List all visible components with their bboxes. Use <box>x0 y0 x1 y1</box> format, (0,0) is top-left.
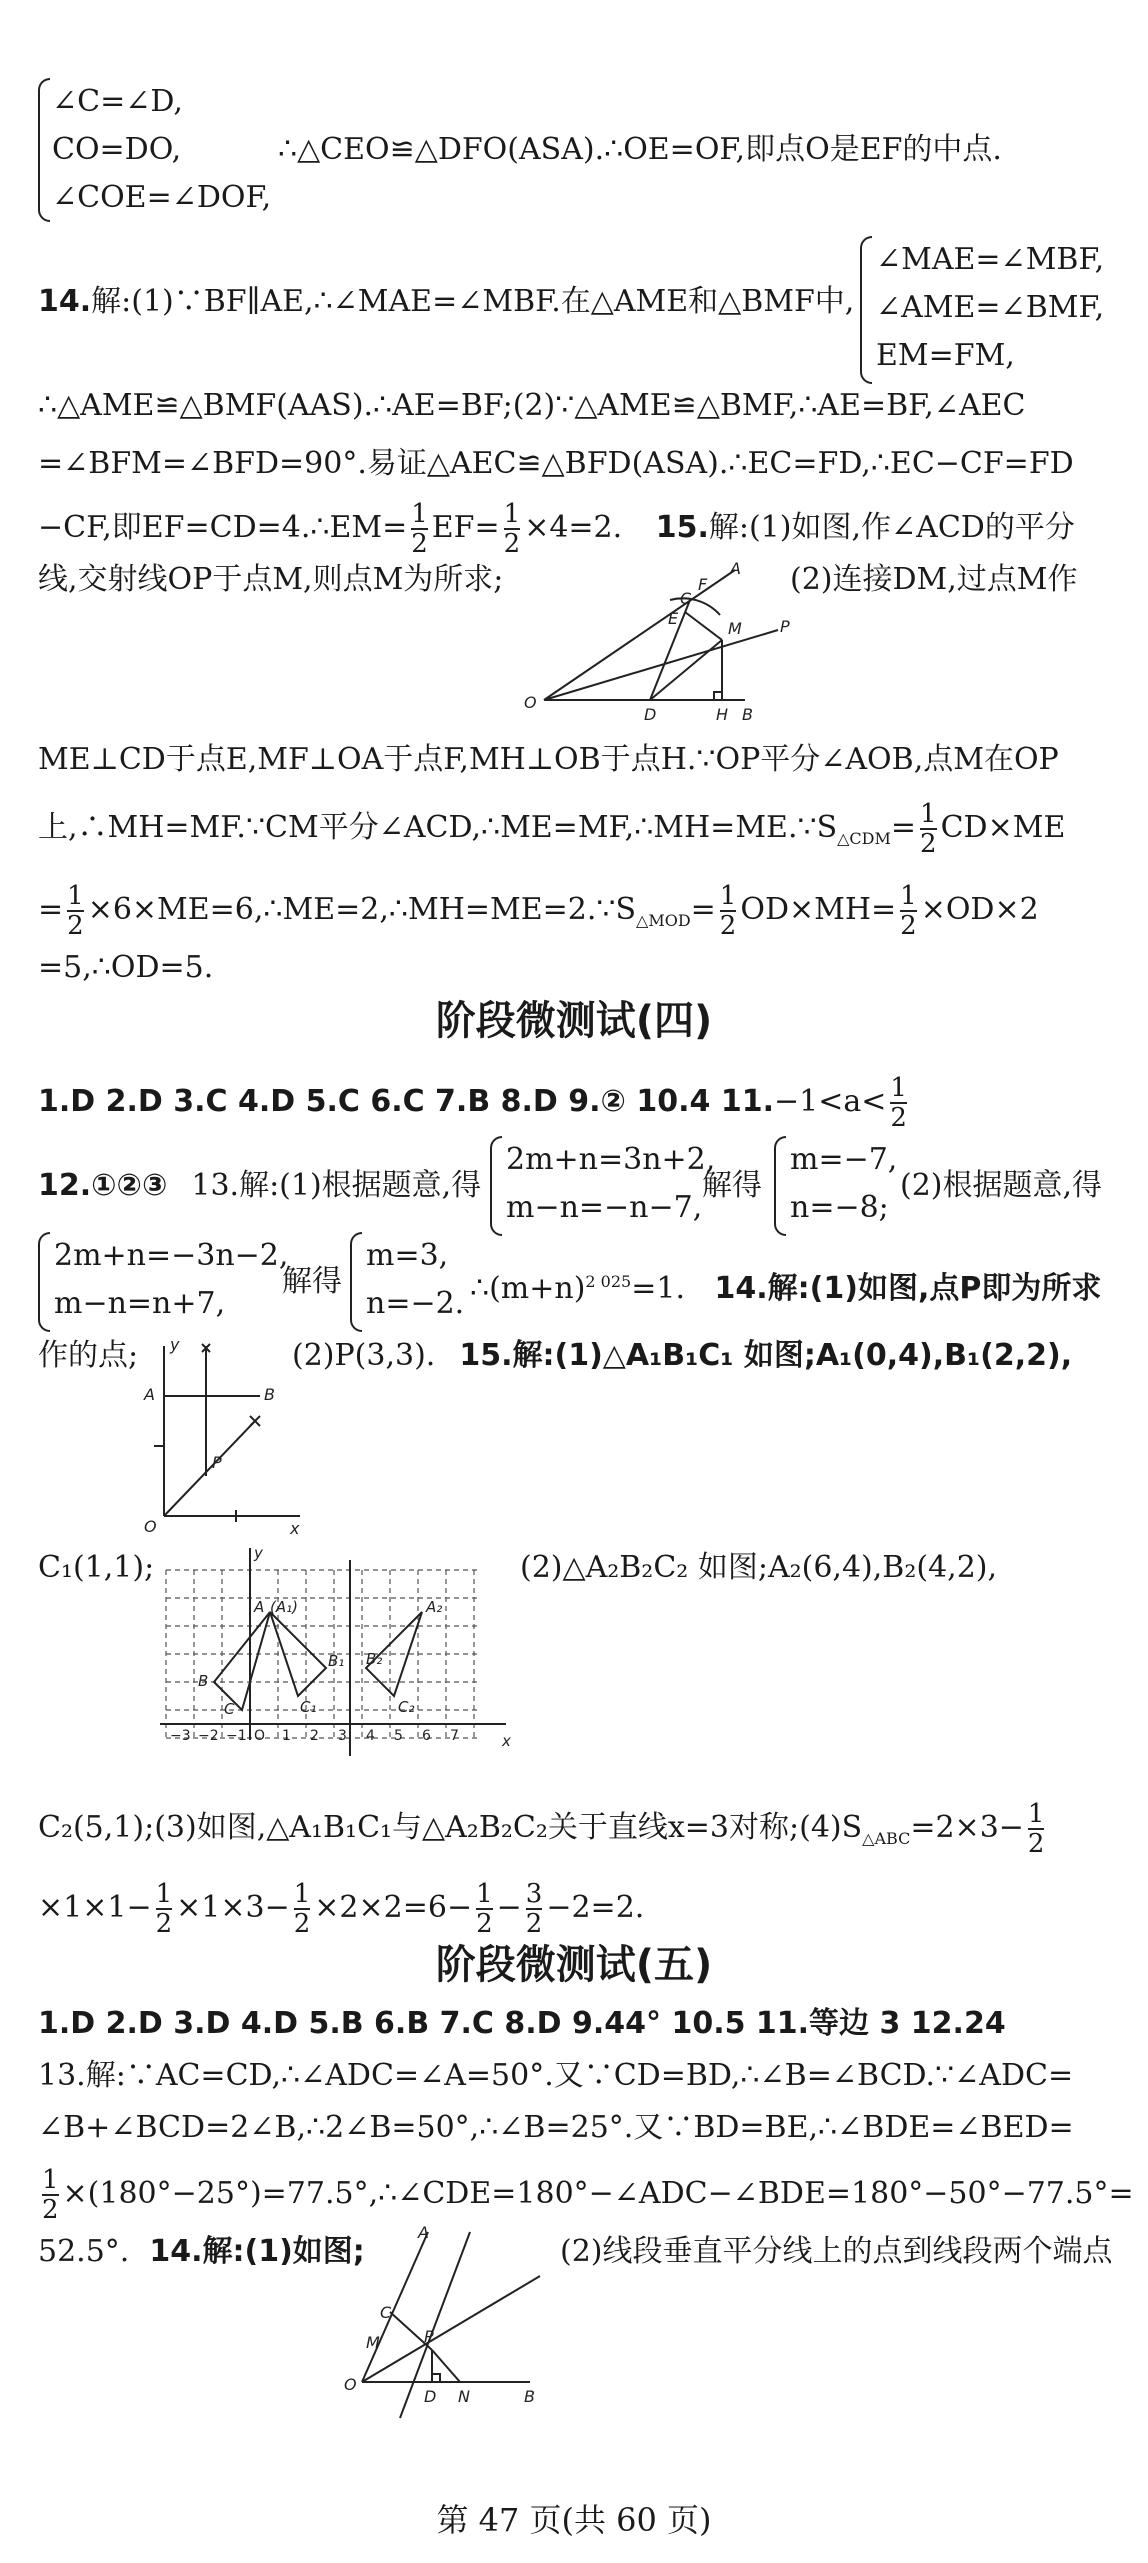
equation-system <box>790 1136 897 1232</box>
text: ×4=2. <box>524 510 623 545</box>
fraction <box>476 1880 493 1938</box>
point-label: A <box>144 1385 155 1404</box>
numerator: 1 <box>890 1073 907 1103</box>
text: EF= <box>431 510 500 545</box>
page-footer: 第 47 页(共 60 页) <box>436 2501 712 2539</box>
fraction <box>504 500 521 558</box>
point-label: M <box>366 2333 380 2352</box>
point-label: B <box>742 705 753 724</box>
denominator: 2 <box>155 1909 173 1939</box>
denominator: 2 <box>719 911 737 941</box>
text-line: ∴△CEO≌△DFO(ASA).∴OE=OF,即点O是EF的中点. <box>278 132 1002 167</box>
brace <box>38 78 50 222</box>
axis-label: x <box>502 1732 511 1750</box>
point-label: A <box>730 560 741 578</box>
fraction <box>156 1880 173 1938</box>
system-line: ∠COE=∠DOF, <box>52 180 272 215</box>
tick-label: 6 <box>422 1728 431 1744</box>
numerator: 1 <box>411 499 428 529</box>
system-line: ∠AME=∠BMF, <box>876 290 1105 325</box>
perpendicular-bisector-figure <box>320 2222 560 2422</box>
equation-system <box>366 1232 464 1328</box>
denominator: 2 <box>920 829 937 859</box>
text: −CF,即EF=CD=4.∴EM= <box>38 510 408 545</box>
denominator: 2 <box>42 2195 59 2225</box>
numerator: 1 <box>920 799 937 829</box>
text-line: =5,∴OD=5. <box>38 950 214 985</box>
fraction <box>526 1880 543 1938</box>
text-line <box>292 1336 1118 1376</box>
fraction <box>890 1074 907 1132</box>
text: − <box>496 1890 522 1925</box>
text: ×6×ME=6,∴ME=2,∴MH=ME=2.∵S <box>87 892 637 927</box>
numerator: 3 <box>525 1879 543 1909</box>
text-line <box>38 1800 1118 1859</box>
text: −1<a< <box>773 1084 887 1119</box>
text-line: ME⊥CD于点E,MF⊥OA于点F,MH⊥OB于点H.∵OP平分∠AOB,点M在OP <box>38 742 1059 777</box>
tick-label: 4 <box>366 1728 375 1744</box>
text: C₂(5,1);(3)如图,△A₁B₁C₁与△A₂B₂C₂关于直线x=3对称;(4)S <box>38 1810 863 1845</box>
angle-bisector-figure <box>520 560 810 730</box>
text: 12.①②③ <box>38 1168 168 1203</box>
text: = <box>690 892 716 927</box>
text-line: ∠B+∠BCD=2∠B,∴2∠B=50°,∴∠B=25°.又∵BD=BE,∴∠BDE=∠BED= <box>38 2110 1074 2145</box>
text: ×(180°−25°)=77.5°,∴∠CDE=180°−∠ADC−∠BDE=180°−50°−77.5°= <box>62 2176 1134 2211</box>
grid-figure <box>150 1540 520 1760</box>
fraction <box>42 2166 59 2224</box>
text-line: 13.解:∵AC=CD,∴∠ADC=∠A=50°.又∵CD=BD,∴∠B=∠BCD.∵∠ADC= <box>38 2058 1074 2093</box>
point-label: H <box>716 705 729 724</box>
numerator: 1 <box>155 1879 173 1909</box>
equation-system <box>54 1232 288 1328</box>
brace <box>490 1136 502 1236</box>
text-line: C₁(1,1); <box>38 1550 155 1585</box>
denominator: 2 <box>1027 1829 1045 1859</box>
tick-label: 7 <box>450 1728 459 1744</box>
denominator: 2 <box>411 529 428 559</box>
tick-label: −1 <box>226 1728 247 1744</box>
brace <box>38 1232 50 1332</box>
text-line <box>38 882 1118 941</box>
system-line: n=−8; <box>790 1190 889 1225</box>
point-label: C <box>680 589 692 608</box>
numerator: 1 <box>42 2165 59 2195</box>
text-line <box>38 800 1118 859</box>
text: OD×MH= <box>740 892 897 927</box>
numerator: 1 <box>719 881 737 911</box>
numerator: 1 <box>900 881 917 911</box>
axis-label: y <box>254 1544 263 1562</box>
axis-label: x <box>290 1519 300 1536</box>
denominator: 2 <box>890 1103 907 1133</box>
point-label: (A₁) <box>270 1598 298 1616</box>
point-label: F <box>698 575 708 594</box>
answer-line <box>38 1074 1118 1132</box>
text: −2=2. <box>546 1890 645 1925</box>
tick-label: 3 <box>338 1728 347 1744</box>
tick-label: 1 <box>282 1728 291 1744</box>
text: =1. <box>631 1271 685 1306</box>
point-label: D <box>424 2387 437 2406</box>
text-line: 解得 <box>702 1168 762 1203</box>
fraction <box>67 882 84 940</box>
question-number: 14. <box>38 284 92 319</box>
numerator: 1 <box>503 499 521 529</box>
text: 上,∴MH=MF.∵CM平分∠ACD,∴ME=MF,∴MH=ME.∵S <box>38 810 838 845</box>
tick-label: 5 <box>394 1728 403 1744</box>
subscript: △MOD <box>636 911 691 930</box>
denominator: 2 <box>67 911 84 941</box>
point-label: A <box>254 1598 265 1616</box>
point-label: B <box>264 1385 275 1404</box>
text-line: (2)线段垂直平分线上的点到线段两个端点 <box>560 2234 1113 2269</box>
point-label: C <box>380 2303 392 2322</box>
section-title: 阶段微测试(四) <box>435 998 713 1044</box>
text: 13.解:(1)根据题意,得 <box>191 1168 482 1203</box>
fraction <box>294 1880 311 1938</box>
point-label: B <box>198 1672 209 1690</box>
text: 15.解:(1)△A₁B₁C₁ 如图;A₁(0,4),B₁(2,2), <box>459 1338 1073 1373</box>
axis-label: y <box>170 1336 180 1354</box>
text-line: =∠BFM=∠BFD=90°.易证△AEC≌△BFD(ASA).∴EC=FD,∴EC−CF=FD <box>38 446 1074 481</box>
text: = <box>890 810 917 845</box>
point-label: O <box>344 2375 357 2394</box>
numerator: 1 <box>67 881 84 911</box>
subscript: △ABC <box>862 1829 911 1848</box>
text-line: 作的点; <box>38 1338 139 1373</box>
point-label: B₁ <box>328 1652 345 1670</box>
exponent: 2 025 <box>585 1272 632 1291</box>
question-number: 15. <box>655 510 709 545</box>
text: 14.解:(1)如图,点P即为所求 <box>714 1271 1102 1306</box>
text: ×1×1− <box>38 1890 152 1925</box>
text: ×2×2=6− <box>314 1890 473 1925</box>
fraction <box>920 800 937 858</box>
point-label: M <box>728 619 742 638</box>
system-line: m=−7, <box>790 1142 898 1177</box>
fraction <box>411 500 428 558</box>
equation-system <box>506 1136 715 1232</box>
text-line <box>38 2165 1134 2225</box>
system-line: 2m+n=3n+2, <box>506 1142 716 1177</box>
text: ×OD×2 <box>920 892 1039 927</box>
text: ∴(m+n) <box>470 1271 586 1306</box>
answers: 1.D 2.D 3.C 4.D 5.C 6.C 7.B 8.D 9.② 10.4 11. <box>38 1084 774 1119</box>
subscript: △CDM <box>837 829 891 848</box>
brace <box>350 1232 362 1332</box>
point-label: D <box>644 705 657 724</box>
text-line <box>470 1262 1118 1309</box>
text-line <box>38 1880 1118 1938</box>
system-line: ∠MAE=∠MBF, <box>876 242 1105 277</box>
text: 14.解:(1)如图; <box>149 2234 365 2269</box>
point-label: C₂ <box>398 1698 415 1716</box>
text-line: ∴△AME≌△BMF(AAS).∴AE=BF;(2)∵△AME≌△BMF,∴AE=BF,∠AEC <box>38 388 1026 423</box>
denominator: 2 <box>900 911 917 941</box>
fraction <box>720 882 737 940</box>
text-line: 解得 <box>282 1264 342 1299</box>
point-label: C <box>224 1700 235 1718</box>
tick-label: −3 <box>170 1728 191 1744</box>
system-line: ∠C=∠D, <box>52 84 183 119</box>
tick-label: −2 <box>198 1728 219 1744</box>
system-line: CO=DO, <box>52 132 182 167</box>
text-line: (2)△A₂B₂C₂ 如图;A₂(6,4),B₂(4,2), <box>520 1550 998 1585</box>
text: = <box>38 892 64 927</box>
coordinate-figure <box>140 1336 310 1536</box>
text: 解:(1)∵BF∥AE,∴∠MAE=∠MBF.在△AME和△BMF中, <box>91 284 855 319</box>
tick-label: O <box>254 1728 266 1744</box>
numerator: 1 <box>293 1879 311 1909</box>
denominator: 2 <box>525 1909 543 1939</box>
fraction <box>1028 1800 1045 1858</box>
tick-label: 2 <box>310 1728 319 1744</box>
fraction <box>900 882 917 940</box>
text: 解:(1)如图,作∠ACD的平分 <box>708 510 1075 545</box>
point-label: O <box>144 1517 157 1536</box>
denominator: 2 <box>293 1909 311 1939</box>
text: 52.5°. <box>38 2234 130 2269</box>
point-label: A₂ <box>426 1598 443 1616</box>
point-label: B₂ <box>366 1650 383 1668</box>
point-label: P <box>424 2327 434 2346</box>
numerator: 1 <box>1027 1799 1045 1829</box>
system-line: m=3, <box>366 1238 449 1273</box>
text-line: 线,交射线OP于点M,则点M为所求; <box>38 562 504 597</box>
system-line: n=−2. <box>366 1286 465 1321</box>
numerator: 1 <box>476 1879 493 1909</box>
point-label: P <box>212 1453 222 1472</box>
point-label: B <box>524 2387 535 2406</box>
equation-system <box>876 236 1104 380</box>
text-line <box>38 500 1118 558</box>
system-line: m−n=n+7, <box>54 1286 226 1321</box>
point-label: E <box>668 609 679 628</box>
brace <box>860 236 872 384</box>
point-label: C₁ <box>300 1698 317 1716</box>
answer-line: 1.D 2.D 3.D 4.D 5.B 6.B 7.C 8.D 9.44° 10.5 11.等边 3 12.24 <box>38 2006 1006 2041</box>
denominator: 2 <box>476 1909 493 1939</box>
system-line: m−n=−n−7, <box>506 1190 703 1225</box>
text: ×1×3− <box>176 1890 290 1925</box>
equation-system <box>52 78 271 222</box>
text: (2)P(3,3). <box>292 1338 436 1373</box>
point-label: N <box>458 2387 470 2406</box>
text: CD×ME <box>940 810 1066 845</box>
point-label: P <box>780 617 790 636</box>
point-label: A <box>418 2223 429 2242</box>
text-line: (2)根据题意,得 <box>900 1168 1103 1203</box>
brace <box>774 1136 786 1236</box>
text-line: (2)连接DM,过点M作 <box>790 562 1078 597</box>
system-line: 2m+n=−3n−2, <box>54 1238 289 1273</box>
denominator: 2 <box>503 529 521 559</box>
text: =2×3− <box>910 1810 1024 1845</box>
point-label: O <box>524 693 537 712</box>
system-line: EM=FM, <box>876 338 1015 373</box>
section-title: 阶段微测试(五) <box>435 1942 713 1988</box>
